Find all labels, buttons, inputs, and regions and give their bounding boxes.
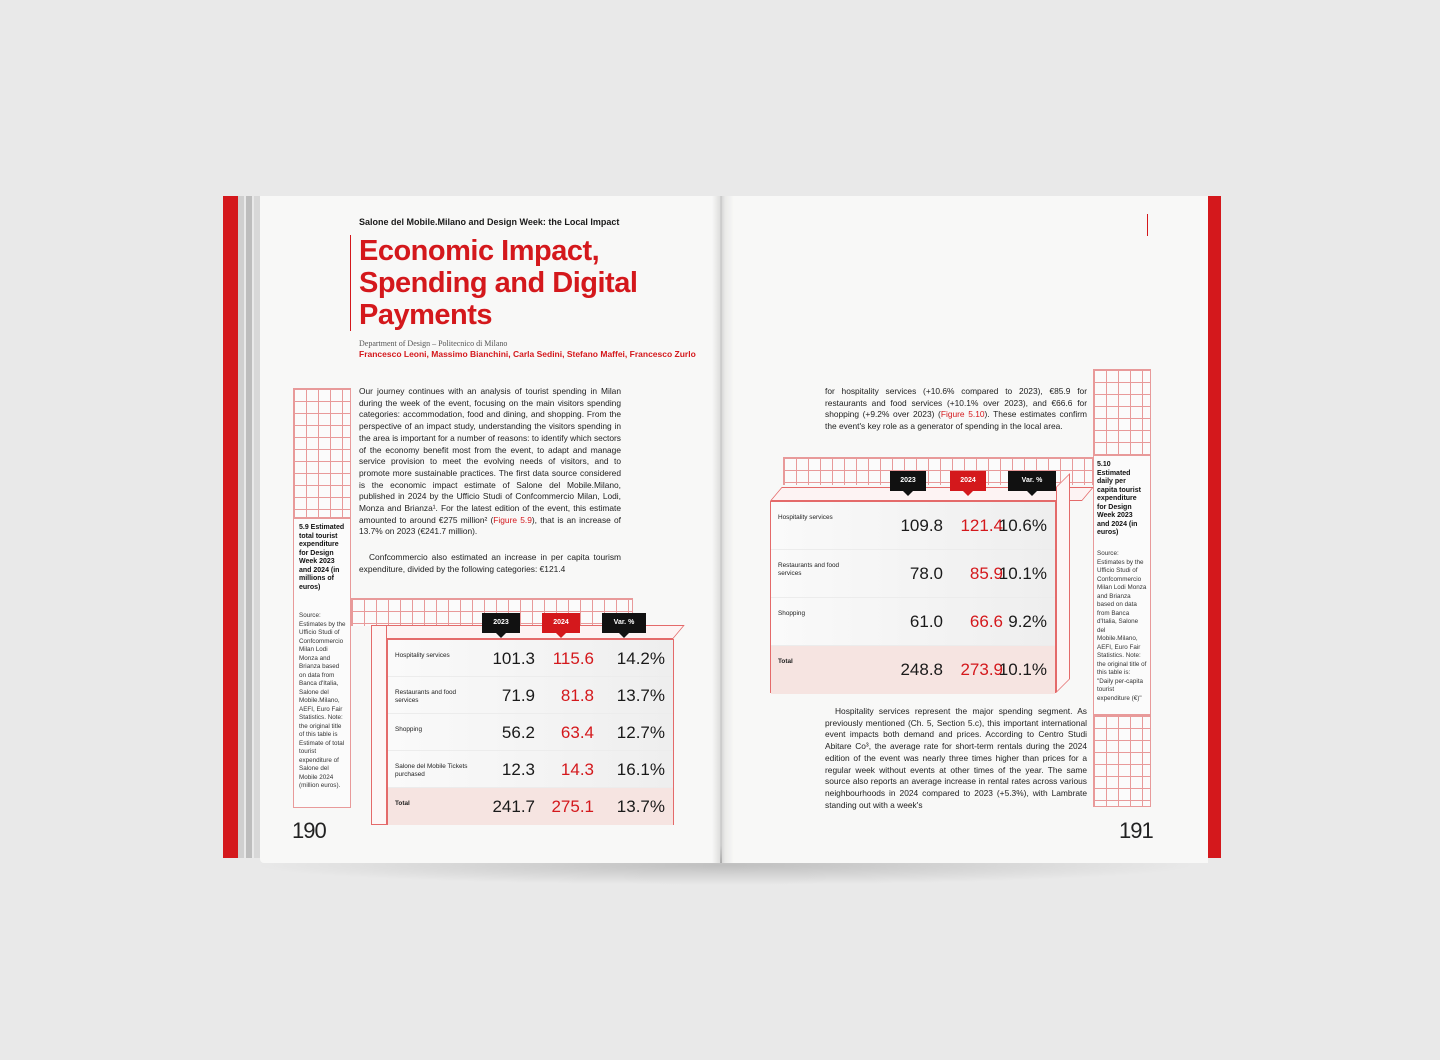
value-2023: 56.2 <box>501 722 535 742</box>
row-label: Restaurants and food services <box>778 562 840 577</box>
book-edge-red-left <box>223 196 238 858</box>
value-var: 14.2% <box>616 648 665 668</box>
left-table-total-row <box>388 788 673 825</box>
left-grid-decoration <box>293 388 351 518</box>
value-var: 10.1% <box>998 564 1047 583</box>
right-table-body <box>770 501 1056 693</box>
value-2023: 78.0 <box>909 564 943 583</box>
value-2023: 71.9 <box>501 685 535 705</box>
right-table-side-face <box>1056 473 1070 693</box>
left-table-row <box>388 714 673 751</box>
right-body-top <box>825 386 1087 433</box>
book-edge-page-1 <box>238 196 244 858</box>
book-edge-page-2 <box>246 196 252 858</box>
right-body-bottom: Hospitality services represent the major spending segment. As previously mentioned (Ch. 5, Section 5.c), this important international event impacts both demand and prices. According to Centro Studi Abitare Co³, the average rate for short-term rentals during the 2024 edition of the event was nearly three times higher than prices for a regular week without events at other times of the year. The same source also reports an average increase in rental rates across various neighbourhoods in 2024 compared to 2023 (+5.3%), with Lambrate standing out with a week's <box>825 706 1087 810</box>
left-table-side-face <box>371 625 387 825</box>
book-gutter <box>712 196 734 863</box>
figure-5-9-source: Source: Estimates by the Ufficio Studi of Confcommercio Milan Lodi Monza and Brianza based on data from Banca d'Italia, Salone del Mobile.Milano, AEFI, Euro Fair Statistics. Note: the original title of this table is Estimate of total tourist expenditure of Salone del Mobile 2024 (million euros). <box>299 612 346 789</box>
figure-5-10-caption: 5.10 Estimated daily per capita tourist expenditure for Design Week 2023 and 2024 (in euros) <box>1097 461 1141 536</box>
value-var: 10.1% <box>998 660 1047 679</box>
left-body-text-a: Our journey continues with an analysis of tourist spending in Milan during the week of the event, focusing on the main visitors spending categories: accommodation, food and dining, and shopping. From the perspective of an impact study, understanding the visitors spending in the area is important for a number of reasons: to identify which sectors of the economy benefit most from the event, to adapt and manage service provision to meet the evolving needs of visitors, and to promote more sustainable practices. The first data source considered is the economic impact estimate of Salone del Mobile.Milano, published in 2024 by the Ufficio Studi of Confcommercio Milan, Lodi, Monza and Brianza¹. For the latest edition of the event, this estimate amounted to around €275 million² ( <box>359 386 621 525</box>
row-label: Hospitality services <box>778 514 833 521</box>
value-2023: 61.0 <box>909 612 943 631</box>
right-body-top-a: for hospitality services (+10.6% compared to 2023), €85.9 for restaurants and food services (+10.1% over 2023), and €66.6 for shopping (+9.2% over 2023) ( <box>825 386 1087 420</box>
right-col-2024-tag: 2024 <box>950 471 986 491</box>
right-table-row <box>771 598 1055 646</box>
right-top-rule <box>1147 214 1148 236</box>
department-line: Department of Design – Politecnico di Milano <box>359 339 508 348</box>
left-body-paragraph-1 <box>359 386 621 538</box>
right-table-row <box>771 550 1055 598</box>
book-edge-red-right <box>1208 196 1221 858</box>
page-number-left: 190 <box>292 818 326 843</box>
value-var: 9.2% <box>1008 612 1047 631</box>
row-label: Hospitality services <box>395 652 450 659</box>
value-var: 16.1% <box>616 759 665 779</box>
figure-5-10-link[interactable]: Figure 5.10 <box>940 409 985 420</box>
value-2024: 14.3 <box>560 759 594 779</box>
left-col-2024-tag: 2024 <box>542 613 580 633</box>
row-label: Total <box>778 658 793 665</box>
value-2023: 109.8 <box>900 516 943 535</box>
right-grid-decoration <box>1093 369 1151 455</box>
figure-5-9-caption: 5.9 Estimated total tourist expenditure for Design Week 2023 and 2024 (in millions of euros) <box>299 524 345 591</box>
value-2024: 273.9 <box>960 660 1003 679</box>
left-table-row <box>388 677 673 714</box>
figure-5-10-source: Source: Estimates by the Ufficio Studi of Confcommercio Milan Lodi Monza and Brianza based on data from Banca d'Italia, Salone del Mobile.Milano, AEFI, Euro Fair Statistics. Note: the original title of this table is: "Daily per-capita tourist expenditure (€)" <box>1097 550 1147 702</box>
row-label: Shopping <box>778 610 806 617</box>
left-table-row <box>388 751 673 788</box>
right-body-top-b: ). These estimates confirm the event's key role as a generator of spending in the local area. <box>825 409 1087 432</box>
right-table-total-row <box>771 646 1055 694</box>
value-var: 13.7% <box>616 685 665 705</box>
page-number-right: 191 <box>1119 818 1153 843</box>
value-2024: 63.4 <box>560 722 594 742</box>
value-2024: 81.8 <box>560 685 594 705</box>
figure-5-9-link[interactable]: Figure 5.9 <box>493 514 532 525</box>
section-kicker: Salone del Mobile.Milano and Design Week: the Local Impact <box>359 217 620 227</box>
right-col-var-tag: Var. % <box>1008 471 1056 491</box>
left-table-body <box>387 639 674 825</box>
authors-line: Francesco Leoni, Massimo Bianchini, Carla Sedini, Stefano Maffei, Francesco Zurlo <box>359 349 696 359</box>
title-rule <box>350 235 351 331</box>
left-body-paragraph-2: Confcommercio also estimated an increase in per capita tourism expenditure, divided by the following categories: €121.4 <box>359 552 621 574</box>
value-var: 12.7% <box>616 722 665 742</box>
right-table-row <box>771 502 1055 550</box>
value-2023: 12.3 <box>501 759 535 779</box>
row-label: Total <box>395 800 410 807</box>
value-2023: 101.3 <box>492 648 535 668</box>
value-var: 13.7% <box>616 796 665 816</box>
value-2024: 115.6 <box>552 648 594 668</box>
value-2024: 66.6 <box>969 612 1003 631</box>
left-table-row <box>388 640 673 677</box>
value-2024: 121.4 <box>960 516 1003 535</box>
chapter-title: Economic Impact, Spending and Digital Payments <box>359 235 638 331</box>
left-body-text-b: ), that is an increase of 13.7% on 2023 (€241.7 million). <box>359 514 621 537</box>
row-label: Shopping <box>395 726 423 733</box>
value-2024: 275.1 <box>551 796 594 816</box>
left-col-2023-tag: 2023 <box>482 613 520 633</box>
value-var: 10.6% <box>998 516 1047 535</box>
value-2023: 248.8 <box>900 660 943 679</box>
right-col-2023-tag: 2023 <box>890 471 926 491</box>
row-label: Restaurants and food services <box>395 689 457 704</box>
right-grid-bottom <box>1093 715 1151 807</box>
row-label: Salone del Mobile Tickets purchased <box>395 763 468 778</box>
value-2024: 85.9 <box>969 564 1003 583</box>
left-col-var-tag: Var. % <box>602 613 646 633</box>
value-2023: 241.7 <box>492 796 535 816</box>
